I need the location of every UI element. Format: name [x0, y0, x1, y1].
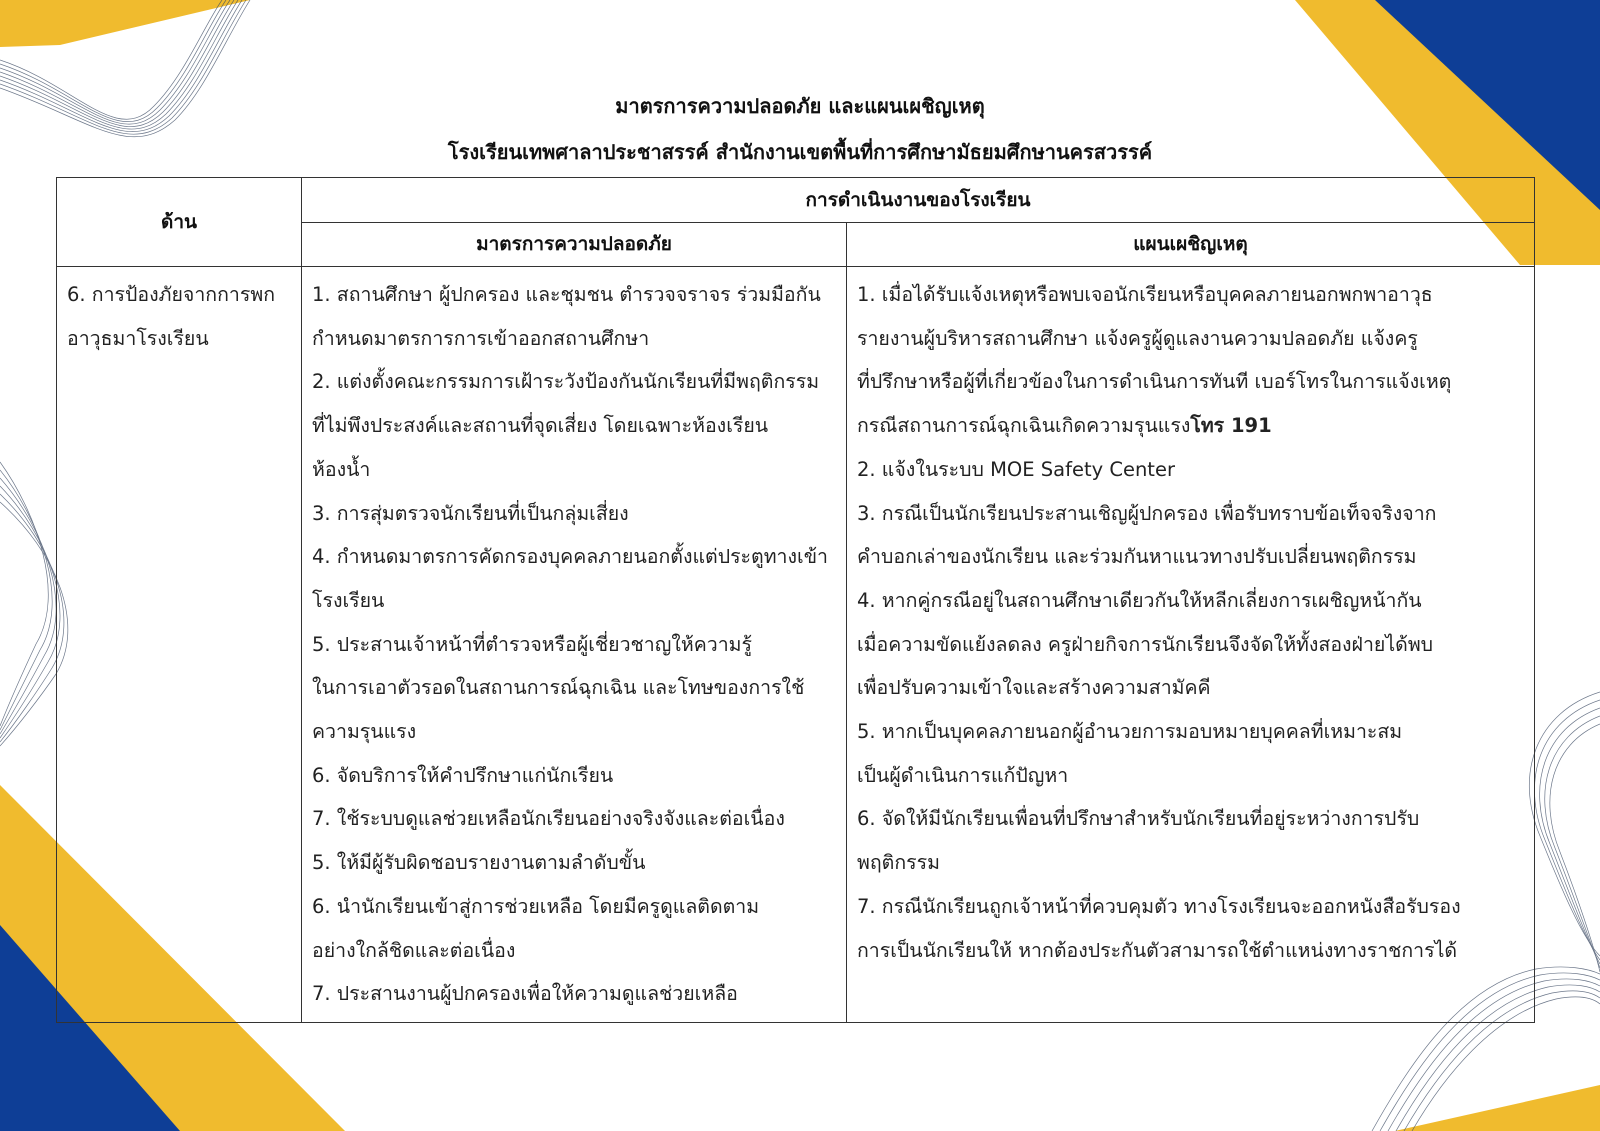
safety-line: 1. สถานศึกษา ผู้ปกครอง และชุมชน ตำรวจจราจร ร่วมมือกัน — [312, 283, 821, 306]
document-subtitle: โรงเรียนเทพศาลาประชาสรรค์ สำนักงานเขตพื้นที่การศึกษามัธยมศึกษานครสวรรค์ — [447, 140, 1153, 164]
safety-line: ในการเอาตัวรอดในสถานการณ์ฉุกเฉิน และโทษของการใช้ — [312, 676, 805, 700]
emergency-line: การเป็นนักเรียนให้ หากต้องประกันตัวสามารถใช้ตำแหน่งทางราชการได้ — [857, 938, 1458, 962]
emergency-line: 6. จัดให้มีนักเรียนเพื่อนที่ปรึกษาสำหรับนักเรียนที่อยู่ระหว่างการปรับ — [857, 807, 1420, 831]
emergency-line: กรณีสถานการณ์ฉุกเฉินเกิดความรุนแรง — [857, 414, 1191, 438]
safety-line: 2. แต่งตั้งคณะกรรมการเฝ้าระวังป้องกันนักเรียนที่มีพฤติกรรม — [312, 370, 820, 394]
header-emergency-plan: แผนเผชิญเหตุ — [847, 222, 1535, 267]
safety-line: 7. ใช้ระบบดูแลช่วยเหลือนักเรียนอย่างจริงจังและต่อเนื่อง — [312, 807, 785, 831]
safety-line: อย่างใกล้ชิดและต่อเนื่อง — [312, 938, 516, 962]
header-school-operations: การดำเนินงานของโรงเรียน — [302, 178, 1535, 223]
safety-line: ที่ไม่พึงประสงค์และสถานที่จุดเสี่ยง โดยเฉพาะห้องเรียน — [312, 414, 769, 438]
safety-line: ห้องน้ำ — [312, 457, 371, 481]
emergency-line: 3. กรณีเป็นนักเรียนประสานเชิญผู้ปกครอง เพื่อรับทราบข้อเท็จจริงจาก — [857, 501, 1437, 525]
safety-line: กำหนดมาตรการการเข้าออกสถานศึกษา — [312, 326, 650, 350]
emergency-line: ที่ปรึกษาหรือผู้ที่เกี่ยวข้องในการดำเนินการทันที เบอร์โทรในการแจ้งเหตุ — [857, 370, 1452, 394]
emergency-line: 5. หากเป็นบุคคลภายนอกผู้อำนวยการมอบหมายบุคคลที่เหมาะสม — [857, 720, 1403, 744]
safety-line: 4. กำหนดมาตรการคัดกรองบุคคลภายนอกตั้งแต่ประตูทางเข้า — [312, 545, 828, 569]
safety-line: 7. ประสานงานผู้ปกครองเพื่อให้ความดูแลช่วยเหลือ — [312, 982, 738, 1006]
safety-measures-table — [56, 177, 1535, 1023]
safety-line: 5. ประสานเจ้าหน้าที่ตำรวจหรือผู้เชี่ยวชาญให้ความรู้ — [312, 632, 752, 656]
safety-line: 6. จัดบริการให้คำปรึกษาแก่นักเรียน — [312, 763, 614, 787]
emergency-phone: โทร 191 — [1190, 414, 1272, 438]
emergency-line: 4. หากคู่กรณีอยู่ในสถานศึกษาเดียวกันให้หลีกเลี่ยงการเผชิญหน้ากัน — [857, 588, 1422, 612]
document-title: มาตรการความปลอดภัย และแผนเผชิญเหตุ — [615, 94, 985, 118]
emergency-line: คำบอกเล่าของนักเรียน และร่วมกันหาแนวทางปรับเปลี่ยนพฤติกรรม — [857, 545, 1417, 569]
table-row — [57, 267, 1535, 1023]
safety-line: 5. ให้มีผู้รับผิดชอบรายงานตามลำดับขั้น — [312, 851, 646, 875]
emergency-line: เพื่อปรับความเข้าใจและสร้างความสามัคคี — [857, 676, 1211, 700]
emergency-line: เป็นผู้ดำเนินการแก้ปัญหา — [857, 763, 1069, 787]
emergency-plan-cell — [847, 267, 1535, 1023]
emergency-line: เมื่อความขัดแย้งลดลง ครูฝ่ายกิจการนักเรียนจึงจัดให้ทั้งสองฝ่ายได้พบ — [857, 632, 1434, 656]
emergency-line: 7. กรณีนักเรียนถูกเจ้าหน้าที่ควบคุมตัว ทางโรงเรียนจะออกหนังสือรับรอง — [857, 894, 1461, 918]
header-aspect: ด้าน — [57, 178, 302, 267]
safety-line: โรงเรียน — [312, 588, 385, 612]
safety-line: ความรุนแรง — [312, 720, 417, 744]
safety-line: 6. นำนักเรียนเข้าสู่การช่วยเหลือ โดยมีครูดูแลติดตาม — [312, 894, 760, 918]
safety-measures-cell — [302, 267, 847, 1023]
header-safety-measures: มาตรการความปลอดภัย — [302, 222, 847, 267]
aspect-cell — [57, 267, 302, 1023]
aspect-line: 6. การป้องภัยจากการพก — [67, 283, 275, 306]
emergency-line: 1. เมื่อได้รับแจ้งเหตุหรือพบเจอนักเรียนหรือบุคคลภายนอกพกพาอาวุธ — [857, 283, 1433, 306]
emergency-line-with-phone — [857, 404, 1524, 448]
emergency-line: พฤติกรรม — [857, 851, 940, 875]
emergency-line: รายงานผู้บริหารสถานศึกษา แจ้งครูผู้ดูแลงานความปลอดภัย แจ้งครู — [857, 326, 1418, 350]
aspect-line: อาวุธมาโรงเรียน — [67, 326, 209, 350]
safety-line: 3. การสุ่มตรวจนักเรียนที่เป็นกลุ่มเสี่ยง — [312, 501, 629, 525]
emergency-line: 2. แจ้งในระบบ MOE Safety Center — [857, 457, 1175, 481]
